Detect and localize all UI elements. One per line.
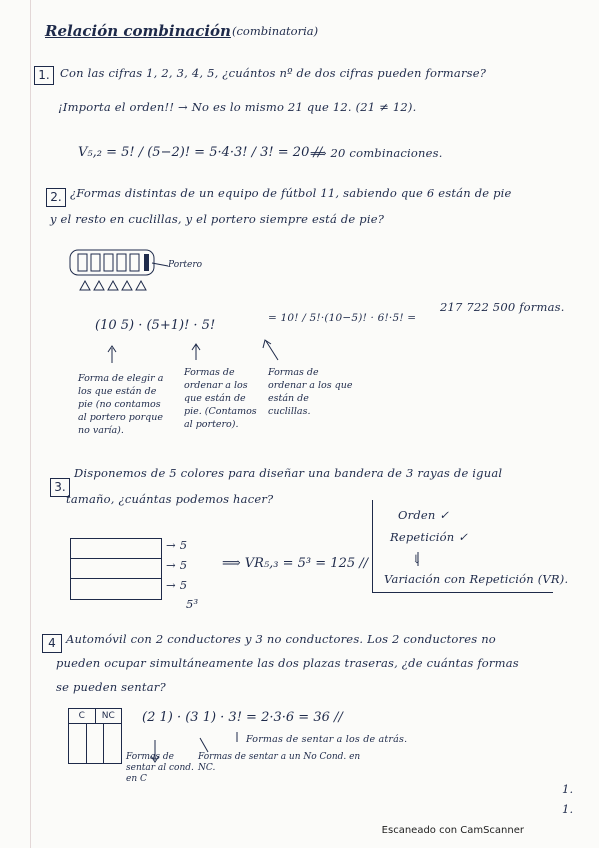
problem-1-note: ¡Importa el orden!! → No es lo mismo 21 que 12. (21 ≠ 12). <box>58 100 417 114</box>
seat-passenger-label: NC <box>101 711 115 721</box>
page-title: Relación combinación <box>45 22 231 40</box>
footer-mark-1: 1. <box>562 782 574 796</box>
problem-4-note-2: Formas de sentar a un No Cond. en NC. <box>198 752 361 773</box>
rear-seat <box>69 724 87 764</box>
criteria-result: Variación con Repetición (VR). <box>384 572 569 586</box>
problem-2-statement-2: y el resto en cuclillas, y el portero siempre está de pie? <box>50 212 385 226</box>
scanner-watermark: Escaneado con CamScanner <box>381 825 524 836</box>
problem-2-note-3: Formas de ordenar a los que están de cuclillas. <box>268 367 353 417</box>
problem-1-statement: Con las cifras 1, 2, 3, 4, 5, ¿cuántos nº de dos cifras pueden formarse? <box>60 66 487 80</box>
flag-stripe <box>71 579 161 599</box>
criteria-arrow: ⇓ <box>412 552 422 566</box>
problem-2-formula-left: (10 5) · (5+1)! · 5! <box>95 318 216 333</box>
page-subtitle: (combinatoria) <box>232 24 319 38</box>
portero-label: Portero <box>168 260 203 270</box>
problem-2-statement-1: ¿Formas distintas de un equipo de fútbol 11, sabiendo que 6 están de pie <box>70 186 512 200</box>
problem-4-statement-2: pueden ocupar simultáneamente las dos plazas traseras, ¿de cuántas formas <box>56 656 519 670</box>
stripe-value-3: → 5 <box>166 578 188 592</box>
problem-3-number: 3. <box>50 478 70 497</box>
problem-4-note-3: Formas de sentar a los de atrás. <box>246 734 408 745</box>
problem-1-number: 1. <box>34 66 54 85</box>
problem-4-note-1: Formas de sentar al cond. en C <box>126 752 194 784</box>
problem-4-number: 4 <box>42 634 62 653</box>
rear-seat <box>104 724 121 764</box>
criteria-order: Orden ✓ <box>398 508 450 522</box>
problem-4-statement-3: se pueden sentar? <box>56 680 166 694</box>
problem-2-number: 2. <box>46 188 66 207</box>
car-seat-diagram <box>68 708 122 764</box>
problem-1-formula: V₅,₂ = 5! / (5−2)! = 5·4·3! / 3! = 20 // <box>78 145 323 160</box>
problem-2-formula-mid: = 10! / 5!·(10−5)! · 6!·5! = <box>268 312 417 324</box>
stripe-value-2: → 5 <box>166 558 188 572</box>
rear-seat <box>87 724 105 764</box>
stripe-value-1: → 5 <box>166 538 188 552</box>
problem-2-result: 217 722 500 formas. <box>440 300 565 314</box>
problem-3-formula: ⟹ VR₅,₃ = 5³ = 125 // <box>222 556 369 571</box>
problem-4-statement-1: Automóvil con 2 conductores y 3 no conductores. Los 2 conductores no <box>66 632 496 646</box>
flag-stripe <box>71 559 161 579</box>
problem-2-note-2: Formas de ordenar a los que están de pie. (Contamos al portero). <box>184 367 257 430</box>
flag-sketch <box>70 538 162 600</box>
problem-3-statement-2: tamaño, ¿cuántas podemos hacer? <box>66 492 274 506</box>
problem-2-note-1: Forma de elegir a los que están de pie (no contamos al portero porque no varía). <box>78 373 164 436</box>
problem-3-statement-1: Disponemos de 5 colores para diseñar una bandera de 3 rayas de igual <box>74 466 503 480</box>
problem-4-formula: (2 1) · (3 1) · 3! = 2·3·6 = 36 // <box>142 710 343 725</box>
footer-mark-2: 1. <box>562 802 574 816</box>
flag-stripe <box>71 539 161 559</box>
seat-driver-label: C <box>69 709 96 723</box>
problem-1-result: ⟹ 20 combinaciones. <box>310 146 443 160</box>
stripe-power: 5³ <box>186 597 199 611</box>
criteria-repetition: Repetición ✓ <box>390 530 469 544</box>
